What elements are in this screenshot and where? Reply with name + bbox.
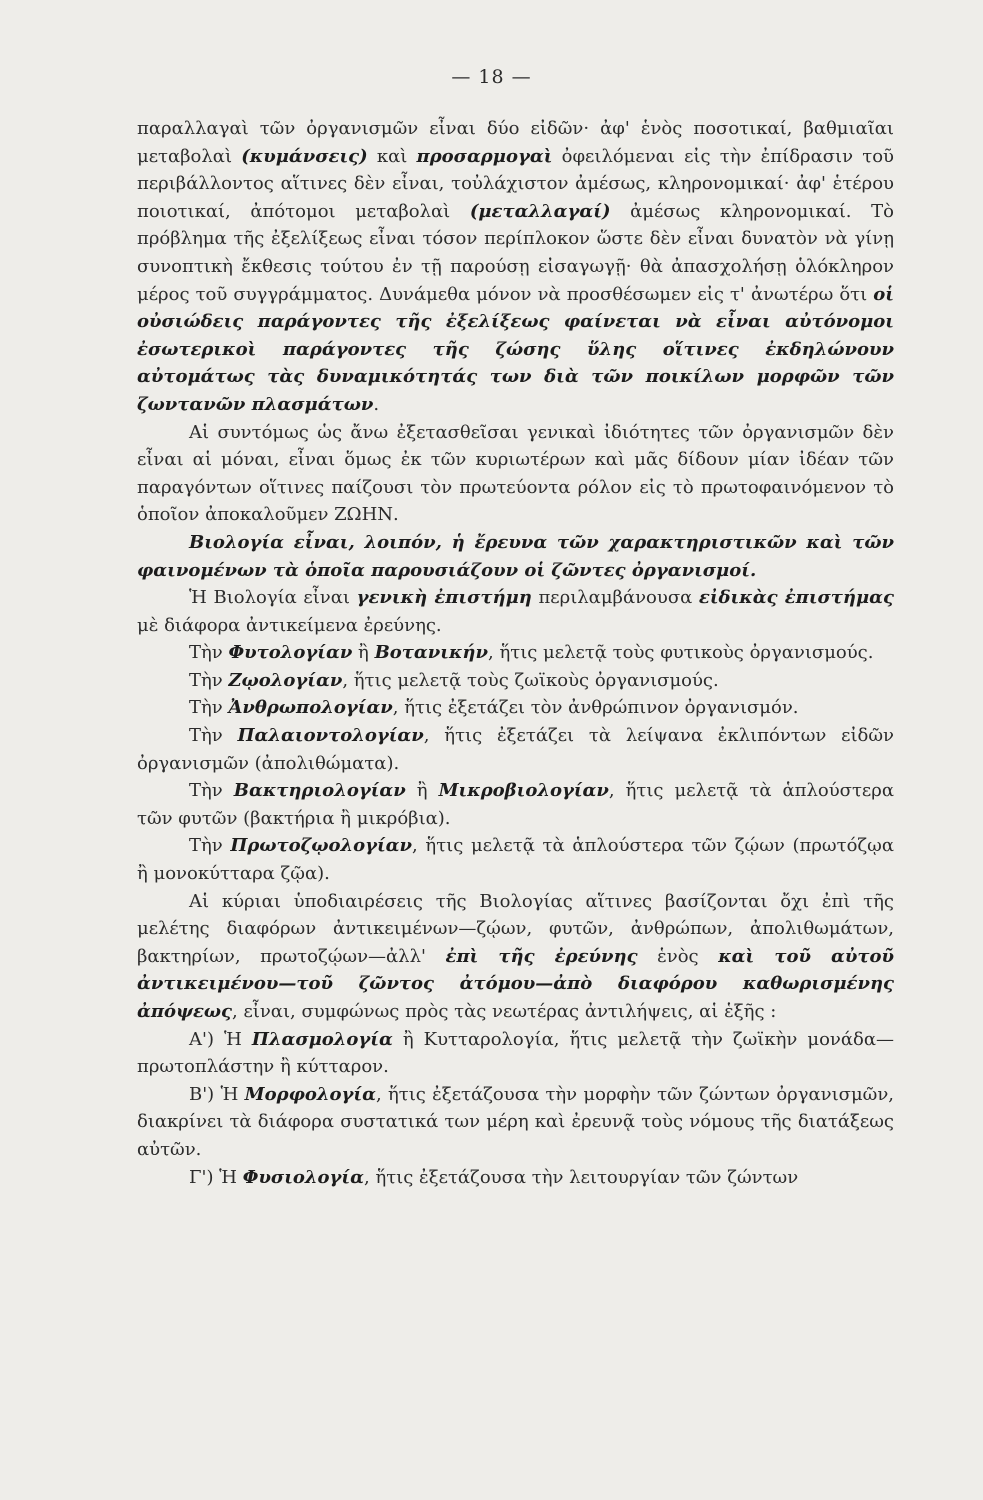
emphasized-term: προσαρμογαὶ: [416, 145, 553, 167]
text-run: , εἶναι, συμφώνως πρὸς τὰς νεωτέρας ἀντιλήψεις, αἱ ἑξῆς :: [232, 1001, 777, 1022]
text-run: ὀφειλόμεναι εἰς τὴν ἐπίδρασιν τοῦ περιβάλλοντος αἵτινες δὲν εἶναι, τοὐλάχιστον ἀμέσως, κληρονομικαί· ἀφ' ἑτέρου ποιοτικαί, ἀπότομοι μεταβολαὶ: [137, 145, 894, 222]
text-run: Τὴν: [189, 835, 231, 857]
text-run: Τὴν: [189, 642, 229, 664]
list-item-protozoology: [137, 832, 894, 887]
text-run: μὲ διάφορα ἀντικείμενα ἐρεύνης.: [137, 614, 442, 636]
text-run: , ἥτις ἐξετάζουσα τὴν μορφὴν τῶν ζώντων ὀργανισμῶν, διακρίνει τὰ διάφορα συστατικά των μέρη καὶ ἐρευνᾷ τοὺς νόμους τῆς διατάξεως αὐτῶν.: [137, 1083, 894, 1160]
emphasized-term: Ἀνθρωπολογίαν: [228, 697, 393, 719]
text-run: Γ') Ἡ: [189, 1166, 243, 1188]
text-run: .: [373, 393, 380, 415]
text-run: Α') Ἡ: [189, 1028, 252, 1050]
text-run: , ἥτις μελετᾷ τὰ ἁπλούστερα τῶν φυτῶν (βακτήρια ἢ μικρόβια).: [137, 780, 894, 829]
text-run: , ἥτις ἐξετάζει τὸν ἀνθρώπινον ὀργανισμόν.: [392, 697, 799, 719]
text-run: , ἥτις μελετᾷ τοὺς φυτικοὺς ὀργανισμούς.: [488, 642, 874, 664]
emphasized-term: Βιολογία εἶναι, λοιπόν, ἡ ἔρευνα τῶν χαρακτηριστικῶν καὶ τῶν φαινομένων τὰ ὁποῖα παρουσιάζουν οἱ ζῶντες ὀργανισμοί.: [137, 531, 894, 581]
text-run: , ἥτις μελετᾷ τοὺς ζωϊκοὺς ὀργανισμούς.: [342, 669, 719, 691]
emphasized-term: ἐπὶ τῆς ἐρεύνης: [445, 945, 638, 967]
text-run: , ἥτις ἐξετάζουσα τὴν λειτουργίαν τῶν ζώντων: [364, 1166, 799, 1188]
text-run: παραλλαγαὶ τῶν ὀργανισμῶν εἶναι δύο εἰδῶν· ἀφ' ἑνὸς ποσοτικαί, βαθμιαῖαι μεταβολαὶ: [137, 118, 894, 167]
text-run: Τὴν: [189, 697, 229, 719]
list-item-physiology: [137, 1164, 894, 1192]
emphasized-term: εἰδικὰς ἐπιστήμας: [698, 587, 894, 609]
text-run: ἑνὸς: [637, 945, 719, 967]
text-run: ἢ: [352, 642, 375, 664]
emphasized-term: Μικροβιολογίαν: [438, 780, 609, 802]
paragraph-general-science: [137, 584, 894, 639]
emphasized-term: Βοτανικήν: [374, 642, 489, 664]
text-run: Τὴν: [189, 780, 234, 802]
list-item-bacteriology: [137, 777, 894, 832]
paragraph-biology-definition: [137, 529, 894, 584]
emphasized-term: Ζῳολογίαν: [228, 669, 343, 691]
emphasized-term: (μεταλλαγαί): [469, 200, 611, 222]
page-number: — 18 —: [451, 66, 532, 88]
text-run: Αἱ συντόμως ὡς ἄνω ἐξετασθεῖσαι γενικαὶ ἰδιότητες τῶν ὀργανισμῶν δὲν εἶναι αἱ μόναι, εἶναι ὅμως ἐκ τῶν κυριωτέρων καὶ μᾶς δίδουν μίαν ἰδέαν τῶν παραγόντων οἵτινες παίζουσι τὸν πρωτεύοντα ρόλον εἰς τὸ πρωτοφαινόμενον τὸ ὁποῖον ἀποκαλοῦμεν ΖΩΗΝ.: [137, 421, 894, 526]
text-run: Β') Ἡ: [189, 1083, 245, 1105]
text-run: Ἡ Βιολογία εἶναι: [189, 587, 357, 609]
emphasized-term: Φυτολογίαν: [228, 642, 353, 664]
list-item-zoology: [137, 667, 894, 695]
emphasized-term: Βακτηριολογίαν: [233, 780, 406, 802]
emphasized-term: καὶ τοῦ αὐτοῦ ἀντικειμένου—τοῦ ζῶντος ἀτόμου—ἀπὸ διαφόρου καθωρισμένης ἀπόψεως: [137, 945, 894, 1022]
emphasized-term: Μορφολογία: [244, 1083, 376, 1105]
emphasized-term: οἱ οὐσιώδεις παράγοντες τῆς ἐξελίξεως φαίνεται νὰ εἶναι αὐτόνομοι ἐσωτερικοὶ παράγοντες τῆς ζώσης ὕλης οἵτινες ἐκδηλώνουν αὐτομάτως τὰς δυναμικότητάς των διὰ τῶν ποικίλων μορφῶν τῶν ζωντανῶν πλασμάτων: [137, 283, 894, 415]
text-run: , ἥτις ἐξετάζει τὰ λείψανα ἐκλιπόντων εἰδῶν ὀργανισμῶν (ἀπολιθώματα).: [137, 725, 894, 774]
paragraph-variations: [137, 115, 894, 419]
paragraph-properties: [137, 419, 894, 529]
emphasized-term: Φυσιολογία: [242, 1166, 364, 1188]
text-run: Τὴν: [189, 725, 238, 747]
list-item-paleontology: [137, 722, 894, 777]
text-run: Τὴν: [189, 669, 229, 691]
text-run: Αἱ κύριαι ὑποδιαιρέσεις τῆς Βιολογίας αἵτινες βασίζονται ὄχι ἐπὶ τῆς μελέτης διαφόρων ἀντικειμένων—ζῴων, φυτῶν, ἀνθρώπων, ἀπολιθωμάτων, βακτηρίων, πρωτοζῴων—ἀλλ': [137, 890, 894, 967]
list-item-anthropology: [137, 694, 894, 722]
text-run: , ἥτις μελετᾷ τὰ ἁπλούστερα τῶν ζῴων (πρωτόζῳα ἢ μονοκύτταρα ζῷα).: [137, 835, 894, 885]
page-body: [137, 115, 894, 1191]
text-run: ἀμέσως κληρονομικαί. Τὸ πρόβλημα τῆς ἐξελίξεως εἶναι τόσον περίπλοκον ὥστε δὲν εἶναι δυνατὸν νὰ γίνῃ συνοπτικὴ ἔκθεσις τούτου ἐν τῇ παρούσῃ εἰσαγωγῇ· θὰ ἀπασχολήσῃ ὁλόκληρον μέρος τοῦ συγγράμματος. Δυνάμεθα μόνον νὰ προσθέσωμεν εἰς τ' ἀνωτέρω ὅτι: [137, 200, 894, 305]
list-item-phytology: [137, 639, 894, 667]
text-run: ἢ Κυτταρολογία, ἥτις μελετᾷ τὴν ζωϊκὴν μονάδα—πρωτοπλάστην ἢ κύτταρον.: [137, 1028, 894, 1078]
emphasized-term: Παλαιοντολογίαν: [237, 725, 424, 747]
emphasized-term: γενικὴ ἐπιστήμη: [356, 587, 532, 609]
emphasized-term: Πλασμολογία: [251, 1028, 393, 1050]
text-run: καὶ: [367, 145, 417, 167]
list-item-morphology: [137, 1081, 894, 1164]
emphasized-term: Πρωτοζῳολογίαν: [230, 835, 413, 857]
list-item-plasmology: [137, 1026, 894, 1081]
text-run: ἢ: [405, 780, 439, 802]
paragraph-subdivisions: [137, 888, 894, 1026]
text-run: περιλαμβάνουσα: [531, 587, 699, 609]
emphasized-term: (κυμάνσεις): [241, 145, 368, 167]
